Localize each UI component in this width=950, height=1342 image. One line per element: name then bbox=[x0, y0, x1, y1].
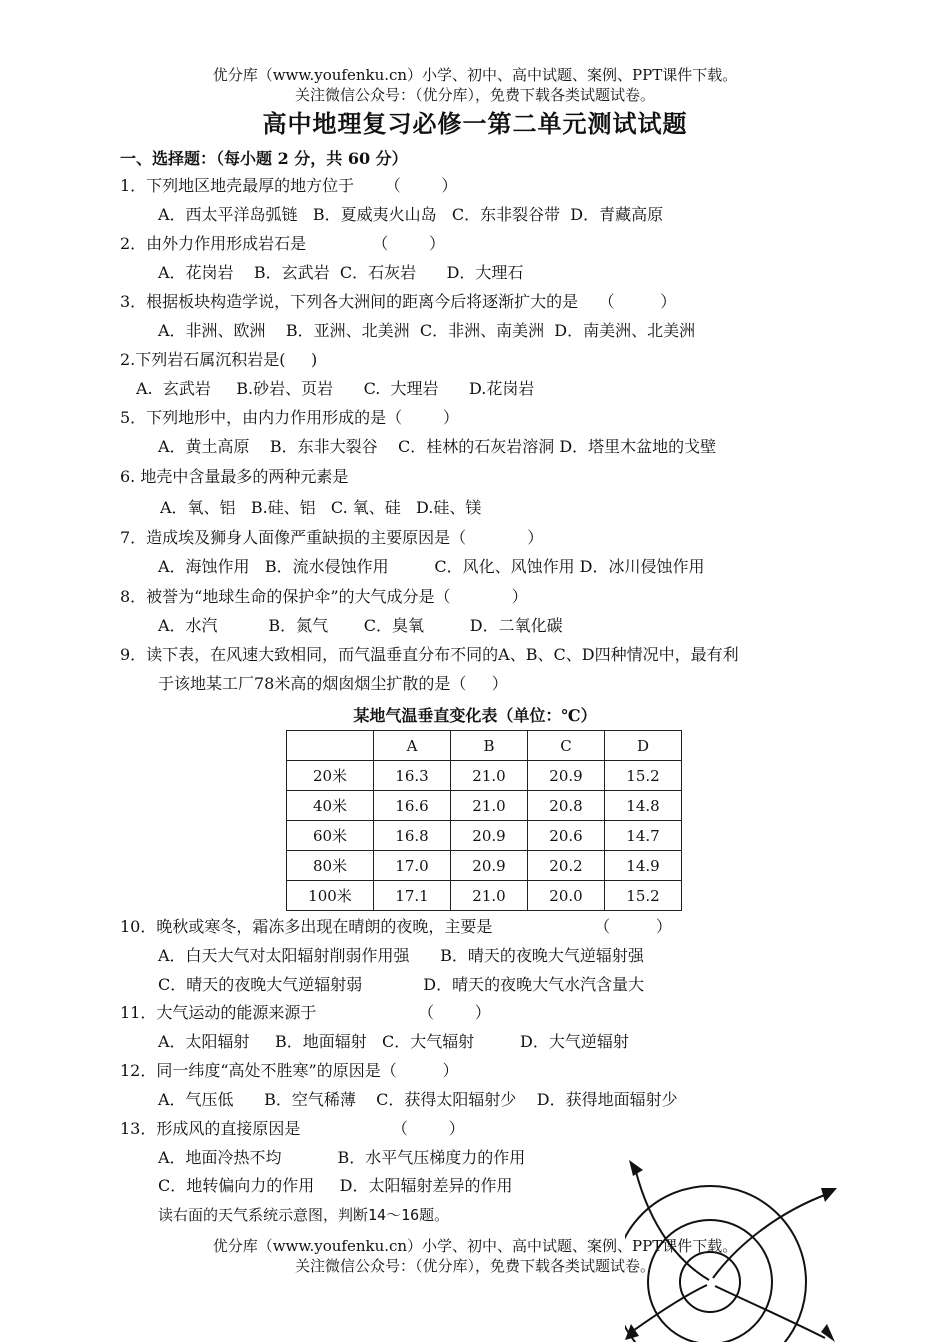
table-cell: 100米 bbox=[287, 881, 374, 911]
arrowhead-se bbox=[821, 1324, 835, 1342]
question-5-options: A．黄土高原 B．东非大裂谷 C．桂林的石灰岩溶洞 D．塔里木盆地的戈壁 bbox=[158, 437, 717, 456]
question-11: 11．大气运动的能源来源于 （ ） bbox=[120, 1003, 491, 1022]
table-cell: 20米 bbox=[287, 761, 374, 791]
table-cell: 15.2 bbox=[605, 881, 682, 911]
temperature-table bbox=[286, 730, 682, 911]
table-cell: 17.0 bbox=[374, 851, 451, 881]
table-cell: 14.9 bbox=[605, 851, 682, 881]
question-13-options-ab: A．地面冷热不均 B．水平气压梯度力的作用 bbox=[158, 1148, 526, 1167]
table-cell: 20.8 bbox=[528, 791, 605, 821]
table-caption: 某地气温垂直变化表（单位：℃） bbox=[353, 706, 597, 725]
table-row bbox=[287, 851, 682, 881]
table-row bbox=[287, 821, 682, 851]
question-1: 1．下列地区地壳最厚的地方位于 （ ） bbox=[120, 176, 458, 195]
table-header-row bbox=[287, 731, 682, 761]
footer-wechat-line: 关注微信公众号：（优分库），免费下载各类试题试卷。 bbox=[294, 1257, 655, 1275]
table-cell: 21.0 bbox=[451, 881, 528, 911]
table-cell: 20.2 bbox=[528, 851, 605, 881]
arrowhead-ne bbox=[821, 1188, 837, 1202]
question-10-options-cd: C．晴天的夜晚大气逆辐射弱 D．晴天的夜晚大气水汽含量大 bbox=[158, 975, 645, 994]
question-10-options-ab: A．白天大气对太阳辐射削弱作用强 B．晴天的夜晚大气逆辐射强 bbox=[158, 946, 644, 965]
header-wechat-line: 关注微信公众号：（优分库），免费下载各类试题试卷。 bbox=[294, 86, 655, 104]
table-cell: 20.6 bbox=[528, 821, 605, 851]
table-cell: 60米 bbox=[287, 821, 374, 851]
table-cell: 80米 bbox=[287, 851, 374, 881]
question-3-options: A．非洲、欧洲 B．亚洲、北美洲 C．非洲、南美洲 D．南美洲、北美洲 bbox=[158, 321, 696, 340]
table-cell: 16.8 bbox=[374, 821, 451, 851]
question-4-options: A. 玄武岩 B.砂岩、页岩 C. 大理岩 D.花岗岩 bbox=[136, 379, 535, 398]
table-cell: 21.0 bbox=[451, 791, 528, 821]
table-cell: 14.8 bbox=[605, 791, 682, 821]
arrowhead-nw bbox=[629, 1160, 643, 1176]
question-10: 10．晚秋或寒冬，霜冻多出现在晴朗的夜晚，主要是 （ ） bbox=[120, 917, 672, 936]
table-cell: 15.2 bbox=[605, 761, 682, 791]
question-7: 7．造成埃及狮身人面像严重缺损的主要原因是（ ） bbox=[120, 528, 544, 547]
table-cell: 20.9 bbox=[528, 761, 605, 791]
table-cell: 20.0 bbox=[528, 881, 605, 911]
question-13-options-cd: C．地转偏向力的作用 D．太阳辐射差异的作用 bbox=[158, 1176, 513, 1195]
table-cell: 16.3 bbox=[374, 761, 451, 791]
question-6-options: A．氧、铝 B.硅、铝 C. 氧、硅 D.硅、镁 bbox=[160, 498, 482, 517]
question-11-options: A．太阳辐射 B．地面辐射 C．大气辐射 D．大气逆辐射 bbox=[158, 1032, 629, 1051]
question-1-options: A．西太平洋岛弧链 B．夏威夷火山岛 C．东非裂谷带 D．青藏高原 bbox=[158, 205, 664, 224]
question-9-line2: 于该地某工厂78米高的烟囱烟尘扩散的是（ ） bbox=[158, 674, 508, 693]
section-heading: 一、选择题：（每小题 2 分，共 60 分） bbox=[120, 149, 408, 168]
question-12-options: A．气压低 B．空气稀薄 C．获得太阳辐射少 D．获得地面辐射少 bbox=[158, 1090, 678, 1109]
table-header-cell: C bbox=[528, 731, 605, 761]
page-title: 高中地理复习必修一第二单元测试试题 bbox=[262, 109, 688, 138]
table-header-cell: D bbox=[605, 731, 682, 761]
question-4: 2.下列岩石属沉积岩是( ) bbox=[120, 350, 318, 369]
question-2: 2．由外力作用形成岩石是 （ ） bbox=[120, 234, 445, 253]
question-9-line1: 9．读下表，在风速大致相同，而气温垂直分布不同的A、B、C、D四种情况中，最有利 bbox=[120, 645, 739, 664]
diagram-instruction: 读右面的天气系统示意图，判断14～16题。 bbox=[158, 1206, 450, 1224]
question-6: 6. 地壳中含量最多的两种元素是 bbox=[120, 467, 349, 486]
table-cell: 16.6 bbox=[374, 791, 451, 821]
question-2-options: A．花岗岩 B．玄武岩 C．石灰岩 D．大理石 bbox=[158, 263, 524, 282]
table-header-cell: B bbox=[451, 731, 528, 761]
table-cell: 20.9 bbox=[451, 821, 528, 851]
table-row bbox=[287, 761, 682, 791]
table-row bbox=[287, 791, 682, 821]
question-5: 5．下列地形中，由内力作用形成的是（ ） bbox=[120, 408, 459, 427]
question-12: 12．同一纬度“高处不胜寒”的原因是（ ） bbox=[120, 1061, 459, 1080]
table-cell: 20.9 bbox=[451, 851, 528, 881]
table-header-cell: A bbox=[374, 731, 451, 761]
header-site-line: 优分库（www.youfenku.cn）小学、初中、高中试题、案例、PPT课件下载。 bbox=[212, 66, 738, 84]
footer-site-line: 优分库（www.youfenku.cn）小学、初中、高中试题、案例、PPT课件下载。 bbox=[212, 1237, 738, 1255]
question-8-options: A．水汽 B．氮气 C．臭氧 D．二氧化碳 bbox=[158, 616, 563, 635]
table-header-cell bbox=[287, 731, 374, 761]
question-7-options: A．海蚀作用 B．流水侵蚀作用 C．风化、风蚀作用 D．冰川侵蚀作用 bbox=[158, 557, 705, 576]
table-cell: 14.7 bbox=[605, 821, 682, 851]
question-8: 8．被誉为“地球生命的保护伞”的大气成分是（ ） bbox=[120, 587, 528, 606]
table-row bbox=[287, 881, 682, 911]
question-3: 3．根据板块构造学说，下列各大洲间的距离今后将逐渐扩大的是 （ ） bbox=[120, 292, 677, 311]
table-cell: 17.1 bbox=[374, 881, 451, 911]
table-cell: 21.0 bbox=[451, 761, 528, 791]
table-cell: 40米 bbox=[287, 791, 374, 821]
question-13: 13．形成风的直接原因是 （ ） bbox=[120, 1119, 465, 1138]
